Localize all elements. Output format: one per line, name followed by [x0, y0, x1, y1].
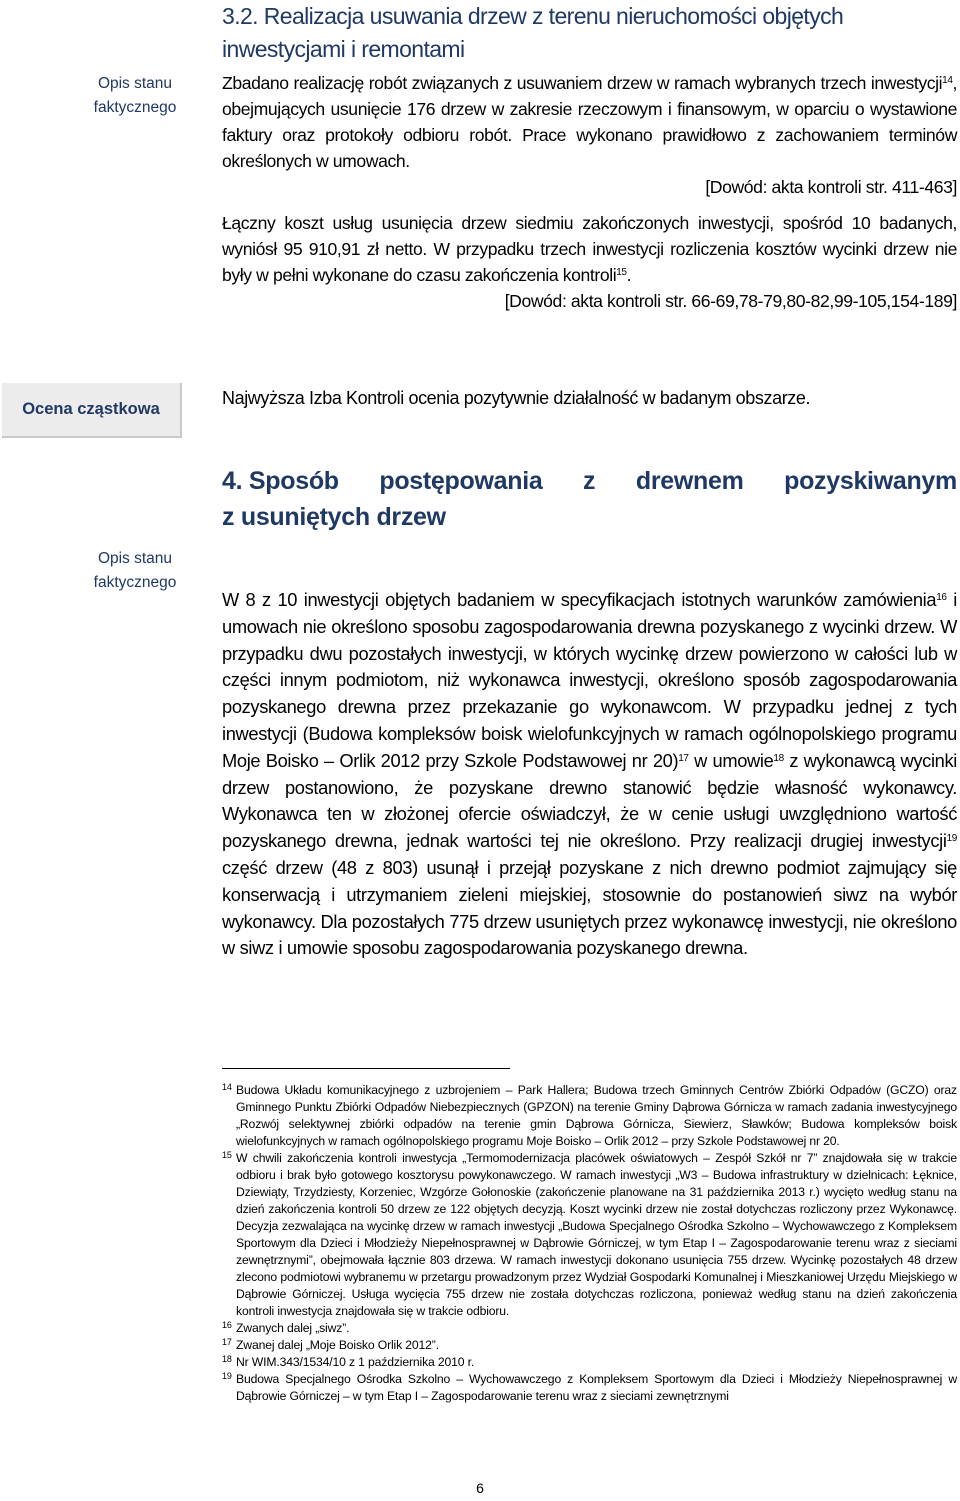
- footnote-ref-16: 16: [936, 592, 947, 603]
- paragraph-1: Zbadano realizację robót związanych z usuwaniem drzew w ramach wybranych trzech inwestycji$^{14}$, obejmujących usunięcie 176 drzew w zakresie rzeczowym i finansowym, w oparciu o wystawione faktury oraz protokoły odbioru robót. Prace wykonano prawidłowo z zachowaniem terminów określonych w umowach.: [222, 73, 957, 171]
- footnote-17: 17 Zwanej dalej „Moje Boisko Orlik 2012”.: [222, 1337, 439, 1352]
- footnote-separator: [222, 1068, 510, 1069]
- section-4-body: [222, 587, 957, 962]
- evidence-reference-2: [Dowód: akta kontroli str. 66-69,78-79,80-82,99-105,154-189]: [504, 291, 957, 311]
- footnote-16: 16 Zwanych dalej „siwz”.: [222, 1320, 350, 1335]
- section-heading-4-line-1: 4. Sposób postępowania z drewnem pozyskiwanym: [222, 467, 957, 495]
- footnote-14: 14 Budowa Układu komunikacyjnego z uzbrojeniem – Park Hallera; Budowa trzech Gminnych Centrów Zbiórki Odpadów (GCZO) oraz Gminnego Punktu Zbiórki Odpadów Niebezpiecznych (GPZON) na terenie Gminy Dąbrowa Górnicza w ramach zadania inwestycyjnego „Rozwój selektywnej zbiórki odpadów na terenie gmin Dąbrowa Górnicza, Siewierz, Sławków; Budowa kompleksów boisk wielofunkcyjnych w ramach ogólnopolskiego programu Moje Boisko – Orlik 2012 – przy Szkole Podstawowej nr 20.: [222, 1082, 957, 1148]
- partial-assessment-text: Najwyższa Izba Kontroli ocenia pozytywnie działalność w badanym obszarze.: [222, 388, 811, 408]
- footnote-18: 18 Nr WIM.343/1534/10 z 1 października 2010 r.: [222, 1354, 475, 1369]
- section-heading-4-line-2: z usuniętych drzew: [222, 503, 446, 531]
- page-number: 6: [476, 1480, 484, 1496]
- side-label-opis-stanu-2: Opis stanu faktycznego: [93, 550, 177, 591]
- section-3-2-body: [222, 70, 957, 314]
- footnote-ref-18: 18: [773, 752, 784, 764]
- paragraph-3: W 8 z 10 inwestycji objętych badaniem w specyfikacjach istotnych warunków zamówienia$^{16}$ i umowach nie określono sposobu zagospodarowania drewna pozyskanego z wycinki drzew. W przypadku dwu pozostałych inwestycji, w których wycinkę drzew powierzono w całości lub w części innym podmiotom, niż wykonawca inwestycji, określono sposób zagospodarowania pozyskanego drewna przez przekazanie go wykonawcom. W przypadku jednej z tych inwestycji (Budowa kompleksów boisk wielofunkcyjnych w ramach ogólnopolskiego programu Moje Boisko – Orlik 2012 przy Szkole Podstawowej nr 20)$^{17}$ w umowie$^{18}$ z wykonawcą wycinki drzew postanowiono, że pozyskane drewno stanowić będzie własność wykonawcy. Wykonawca ten w złożonej ofercie oświadczył, że w cenie usługi uwzględniono wartość pozyskanego drewna, jednak wartości tej nie określono. Przy realizacji drugiej inwestycji$^{19}$ część drzew (48 z 803) usunął i przejął pozyskane z nich drewno podmiot zajmujący się konserwacją i utrzymaniem zieleni miejskiej, stosownie do postanowień siwz na wybór wykonawcy. Dla pozostałych 775 drzew usuniętych przez wykonawcę inwestycji, nie określono w siwz i umowie sposobu zagospodarowania pozyskanego drewna.: [222, 589, 957, 959]
- evidence-reference-1: [Dowód: akta kontroli str. 411-463]: [705, 177, 957, 197]
- footnote-ref-15: 15: [616, 267, 627, 278]
- paragraph-2: Łączny koszt usług usunięcia drzew siedmiu zakończonych inwestycji, spośród 10 badanych, wyniósł 95 910,91 zł netto. W przypadku trzech inwestycji rozliczenia kosztów wycinki drzew nie były w pełni wykonane do czasu zakończenia kontroli$^{15}$.: [222, 213, 957, 285]
- section-heading-3-2: 3.2. Realizacja usuwania drzew z terenu nieruchomości objętych inwestycjami i remontami: [222, 3, 844, 62]
- side-label-opis-stanu-1: Opis stanu faktycznego: [93, 75, 177, 116]
- footnotes: [222, 1082, 957, 1405]
- section-heading-4: [222, 463, 957, 535]
- footnote-15: 15 W chwili zakończenia kontroli inwestycja „Termomodernizacja placówek oświatowych – Zespół Szkół nr 7” znajdowała się w trakcie odbioru i brak było gotowego kosztorysu powykonawczego. W ramach inwestycji „W3 – Budowa infrastruktury w dzielnicach: Łęknice, Dziewiąty, Trzydziesty, Korzeniec, Wzgórze Gołonoskie (zakończenie planowane na 31 października 2013 r.) wycięto według stanu na dzień zakończenia kontroli 50 drzew ze 122 objętych decyzją. Koszt wycinki drzew nie został dotychczas rozliczony przez Wykonawcę. Decyzja zezwalająca na wycinkę drzew w ramach inwestycji „Budowa Specjalnego Ośrodka Szkolno – Wychowawczego z Kompleksem Sportowym dla Dzieci i Młodzieży Niepełnosprawnej w Dąbrowie Górniczej, w tym Etap I – Zagospodarowanie terenu wraz z sieciami zewnętrznymi”, obejmowała łącznie 803 drzewa. W ramach inwestycji dokonano usunięcia 755 drzew. Wycinkę pozostałych 48 drzew zlecono podmiotowi wybranemu w przetargu prowadzonym przez Wydział Gospodarki Komunalnej i Mieszkaniowej Urzędu Miejskiego w Dąbrowie Górniczej. Usługa wycięcia 755 drzew nie została dotychczas rozliczona, ponieważ według stanu na dzień zakończenia kontroli inwestycja znajdowała się w trakcie odbioru.: [222, 1150, 957, 1318]
- footnote-ref-17: 17: [678, 752, 689, 764]
- footnote-19: 19 Budowa Specjalnego Ośrodka Szkolno – Wychowawczego z Kompleksem Sportowym dla Dzieci i Młodzieży Niepełnosprawnej w Dąbrowie Górniczej – w tym Etap I – Zagospodarowanie terenu wraz z sieciami zewnętrznymi: [222, 1371, 957, 1403]
- footnote-ref-14: 14: [942, 75, 953, 86]
- footnote-ref-19: 19: [946, 833, 957, 845]
- partial-assessment-label: Ocena cząstkowa: [2, 383, 182, 438]
